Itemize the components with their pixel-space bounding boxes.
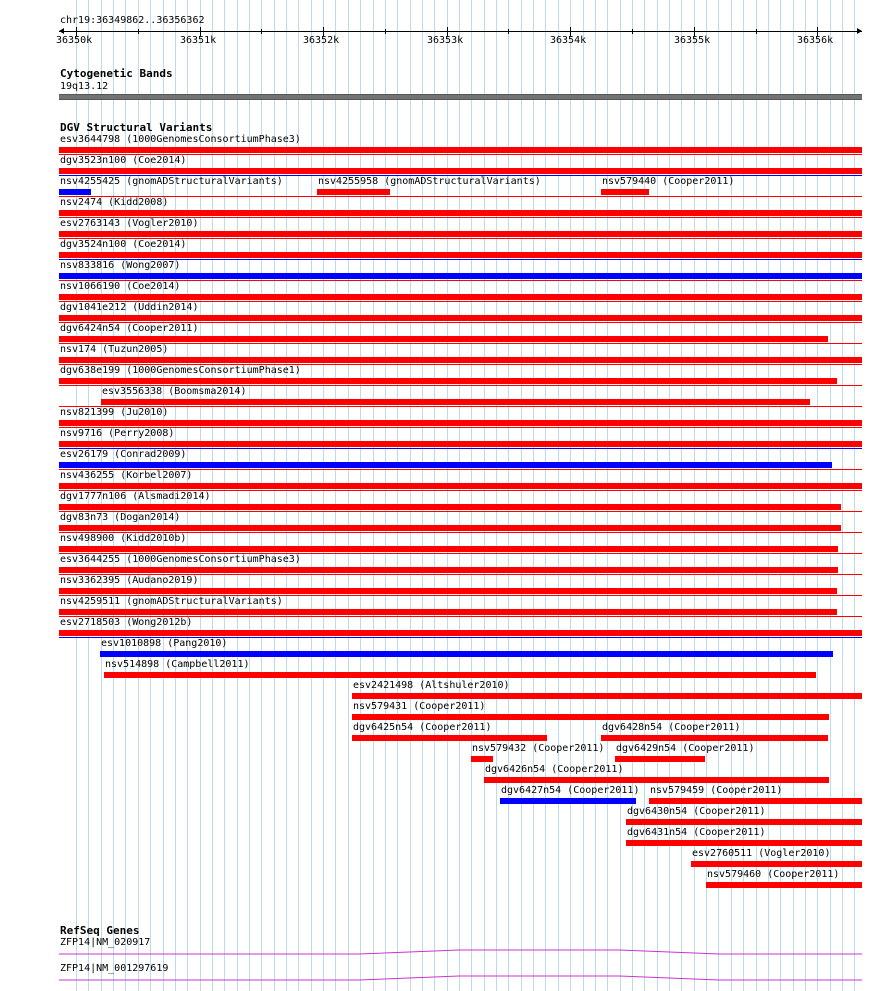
variant-label[interactable]: dgv6425n54 (Cooper2011) [353, 722, 492, 733]
variant-bar[interactable] [352, 735, 547, 741]
row-separator [59, 343, 862, 344]
variant-bar[interactable] [352, 693, 862, 699]
variant-bar[interactable] [59, 546, 838, 552]
row-separator [59, 574, 862, 575]
ruler-minor-tick [138, 29, 139, 34]
row-separator [59, 196, 862, 197]
variant-label[interactable]: nsv4255425 (gnomADStructuralVariants) [60, 176, 283, 187]
ruler-minor-tick [756, 29, 757, 34]
row-separator [59, 364, 862, 365]
variant-bar[interactable] [317, 189, 390, 195]
variant-label[interactable]: nsv4255958 (gnomADStructuralVariants) [318, 176, 541, 187]
row-separator [59, 301, 862, 302]
variant-label[interactable]: nsv2474 (Kidd2008) [60, 197, 169, 208]
variant-label[interactable]: nsv579460 (Cooper2011) [707, 869, 840, 880]
variant-label[interactable]: esv26179 (Conrad2009) [60, 449, 187, 460]
variant-label[interactable]: dgv3523n100 (Coe2014) [60, 155, 187, 166]
variant-bar[interactable] [101, 399, 810, 405]
variant-bar[interactable] [59, 420, 862, 426]
variant-label[interactable]: esv3644798 (1000GenomesConsortiumPhase3) [60, 134, 301, 145]
gene-intron-line [59, 976, 862, 980]
row-separator [59, 616, 862, 617]
variant-label[interactable]: esv2760511 (Vogler2010) [692, 848, 831, 859]
variant-bar[interactable] [59, 231, 862, 237]
variant-label[interactable]: nsv3362395 (Audano2019) [60, 575, 199, 586]
refseq-track-title[interactable]: RefSeq Genes [60, 924, 140, 937]
row-separator [59, 427, 862, 428]
ruler-tick-label: 36351k [180, 35, 217, 46]
variant-bar[interactable] [59, 357, 862, 363]
variant-bar[interactable] [104, 672, 816, 678]
ruler-minor-tick [385, 29, 386, 34]
variant-label[interactable]: nsv579459 (Cooper2011) [650, 785, 783, 796]
row-separator [59, 490, 862, 491]
variant-bar[interactable] [59, 630, 862, 636]
variant-label[interactable]: esv2763143 (Vogler2010) [60, 218, 199, 229]
variant-bar[interactable] [59, 273, 862, 279]
row-separator [59, 469, 862, 470]
row-separator [59, 259, 862, 260]
variant-label[interactable]: esv2421498 (Altshuler2010) [353, 680, 510, 691]
variant-bar[interactable] [601, 189, 649, 195]
variant-bar[interactable] [59, 504, 841, 510]
variant-bar[interactable] [59, 609, 837, 615]
variant-label[interactable]: nsv1066190 (Coe2014) [60, 281, 181, 292]
variant-bar[interactable] [601, 735, 828, 741]
variant-bar[interactable] [59, 294, 862, 300]
row-separator [59, 511, 862, 512]
variant-label[interactable]: dgv6431n54 (Cooper2011) [627, 827, 766, 838]
variant-bar[interactable] [59, 147, 862, 153]
variant-label[interactable]: dgv1041e212 (Uddin2014) [60, 302, 199, 313]
ruler-right-arrow [857, 28, 862, 34]
variant-label[interactable]: nsv436255 (Korbel2007) [60, 470, 193, 481]
variant-label[interactable]: nsv833816 (Wong2007) [60, 260, 181, 271]
variant-bar[interactable] [59, 336, 828, 342]
variant-bar[interactable] [706, 882, 862, 888]
row-separator [59, 532, 862, 533]
ruler-minor-tick [508, 29, 509, 34]
row-separator [59, 175, 862, 176]
ruler-minor-tick [261, 29, 262, 34]
ruler-tick-label: 36352k [303, 35, 340, 46]
region-label: chr19:36349862..36356362 [60, 15, 205, 26]
variant-bar[interactable] [615, 756, 705, 762]
ruler-left-arrow [59, 28, 64, 34]
row-separator [59, 217, 862, 218]
variant-bar[interactable] [59, 441, 862, 447]
variant-label[interactable]: esv1010898 (Pang2010) [101, 638, 228, 649]
gene-intron-line [59, 950, 862, 954]
variant-label[interactable]: nsv174 (Tuzun2005) [60, 344, 169, 355]
variant-label[interactable]: nsv514898 (Campbell2011) [105, 659, 250, 670]
variant-label[interactable]: nsv9716 (Perry2008) [60, 428, 175, 439]
variant-bar[interactable] [484, 777, 829, 783]
variant-bar[interactable] [471, 756, 493, 762]
row-separator [59, 238, 862, 239]
variant-bar[interactable] [626, 819, 862, 825]
gene-label[interactable]: ZFP14|NM_020917 [60, 937, 151, 948]
variant-bar[interactable] [691, 861, 862, 867]
row-separator [59, 448, 862, 449]
row-separator [59, 322, 862, 323]
dgv-track-title[interactable]: DGV Structural Variants [60, 121, 213, 134]
variant-bar[interactable] [59, 315, 862, 321]
variant-label[interactable]: dgv83n73 (Dogan2014) [60, 512, 181, 523]
variant-label[interactable]: dgv3524n100 (Coe2014) [60, 239, 187, 250]
row-separator [59, 406, 862, 407]
row-separator [59, 595, 862, 596]
variant-bar[interactable] [649, 798, 862, 804]
variant-bar[interactable] [59, 189, 91, 195]
variant-label[interactable]: dgv638e199 (1000GenomesConsortiumPhase1) [60, 365, 301, 376]
variant-bar[interactable] [59, 462, 832, 468]
ruler-line [59, 31, 862, 32]
variant-bar[interactable] [59, 567, 838, 573]
variant-label[interactable]: dgv6430n54 (Cooper2011) [627, 806, 766, 817]
variant-bar[interactable] [500, 798, 636, 804]
variant-bar[interactable] [59, 483, 862, 489]
variant-label[interactable]: nsv821399 (Ju2010) [60, 407, 169, 418]
ruler-tick-label: 36355k [674, 35, 711, 46]
ruler-tick-label: 36353k [427, 35, 464, 46]
variant-label[interactable]: dgv6426n54 (Cooper2011) [485, 764, 624, 775]
variant-bar[interactable] [59, 525, 841, 531]
variant-bar[interactable] [59, 168, 862, 174]
variant-label[interactable]: dgv1777n106 (Alsmadi2014) [60, 491, 211, 502]
cytoband-bar[interactable] [59, 94, 862, 100]
row-separator [59, 385, 862, 386]
ruler-tick-label: 36354k [550, 35, 587, 46]
variant-bar[interactable] [59, 210, 862, 216]
cytoband-label: 19q13.12 [60, 81, 109, 92]
variant-label[interactable]: nsv498900 (Kidd2010b) [60, 533, 187, 544]
variant-label[interactable]: esv3556338 (Boomsma2014) [102, 386, 247, 397]
variant-label[interactable]: nsv579431 (Cooper2011) [353, 701, 486, 712]
cytoband-track-title[interactable]: Cytogenetic Bands [60, 67, 173, 80]
variant-label[interactable]: nsv579440 (Cooper2011) [602, 176, 735, 187]
row-separator [59, 553, 862, 554]
variant-label[interactable]: esv3644255 (1000GenomesConsortiumPhase3) [60, 554, 301, 565]
row-separator [59, 154, 862, 155]
row-separator [59, 637, 862, 638]
variant-label[interactable]: dgv6429n54 (Cooper2011) [616, 743, 755, 754]
ruler-minor-tick [632, 29, 633, 34]
ruler-tick-label: 36350k [56, 35, 93, 46]
variant-bar[interactable] [59, 588, 837, 594]
variant-label[interactable]: dgv6427n54 (Cooper2011) [501, 785, 640, 796]
variant-label[interactable]: nsv579432 (Cooper2011) [472, 743, 605, 754]
row-separator [59, 280, 862, 281]
variant-label[interactable]: esv2718503 (Wong2012b) [60, 617, 193, 628]
variant-label[interactable]: dgv6428n54 (Cooper2011) [602, 722, 741, 733]
variant-bar[interactable] [626, 840, 862, 846]
gene-model[interactable] [59, 975, 862, 983]
variant-label[interactable]: nsv4259511 (gnomADStructuralVariants) [60, 596, 283, 607]
gene-label[interactable]: ZFP14|NM_001297619 [60, 963, 169, 974]
variant-bar[interactable] [100, 651, 833, 657]
variant-bar[interactable] [352, 714, 829, 720]
variant-label[interactable]: dgv6424n54 (Cooper2011) [60, 323, 199, 334]
gene-model[interactable] [59, 949, 862, 957]
variant-bar[interactable] [59, 378, 837, 384]
variant-bar[interactable] [59, 252, 862, 258]
ruler-tick-label: 36356k [797, 35, 834, 46]
